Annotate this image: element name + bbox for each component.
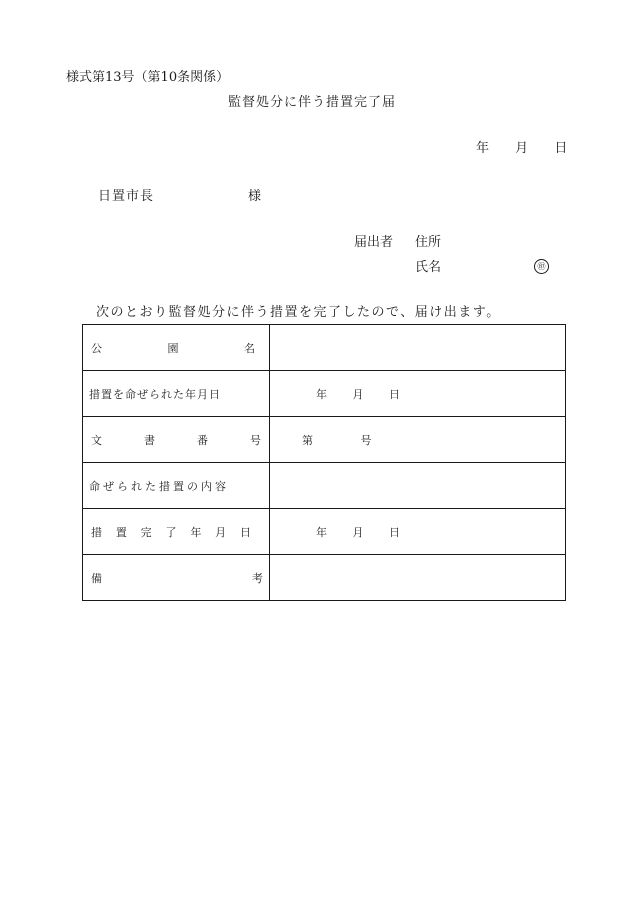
completion-date-value[interactable]: 年 月 日: [270, 509, 566, 555]
ordered-measures-label: 命ぜられた措置の内容: [83, 463, 270, 509]
document-number-label: 文 書 番 号: [83, 417, 270, 463]
table-row: [83, 463, 566, 509]
table-row: [83, 325, 566, 371]
table-row: [83, 555, 566, 601]
notification-table: [82, 324, 566, 601]
notifier-label: 届出者: [354, 235, 394, 250]
ordered-measures-value[interactable]: [270, 463, 566, 509]
recipient-name: 日置市長: [98, 189, 155, 204]
recipient-honorific: 様: [248, 189, 262, 204]
form-number: 様式第13号（第10条関係）: [66, 70, 230, 85]
remarks-value[interactable]: [270, 555, 566, 601]
name-label: 氏名: [415, 260, 442, 275]
date-year-label: 年: [476, 141, 490, 156]
address-label: 住所: [415, 235, 442, 250]
date-month-label: 月: [515, 141, 529, 156]
completion-date-label: 措 置 完 了 年 月 日: [83, 509, 270, 555]
park-name-label: 公 園 名: [83, 325, 270, 371]
park-name-value[interactable]: [270, 325, 566, 371]
remarks-label: 備 考: [83, 555, 270, 601]
seal-mark: ㊞: [534, 259, 549, 274]
table-row: [83, 509, 566, 555]
intro-text: 次のとおり監督処分に伴う措置を完了したので、届け出ます。: [96, 305, 501, 320]
order-date-label: 措置を命ぜられた年月日: [83, 371, 270, 417]
submission-date: [476, 142, 567, 155]
date-day-label: 日: [554, 141, 568, 156]
document-title: 監督処分に伴う措置完了届: [228, 95, 397, 110]
document-number-value[interactable]: 第 号: [270, 417, 566, 463]
table-row: [83, 417, 566, 463]
table-row: [83, 371, 566, 417]
order-date-value[interactable]: 年 月 日: [270, 371, 566, 417]
